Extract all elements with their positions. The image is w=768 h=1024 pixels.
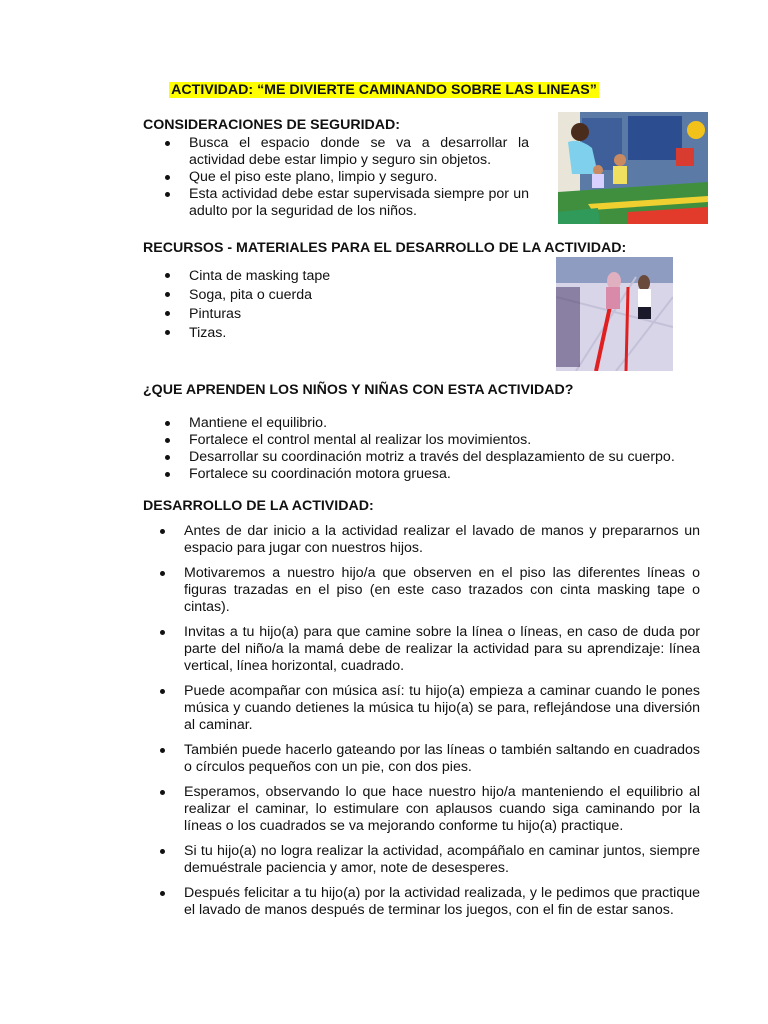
list-item: También puede hacerlo gateando por las líneas o también saltando en cuadrados o círculos pequeños con un pie, con dos pies.	[138, 742, 700, 776]
heading-aprenden: ¿QUE APRENDEN LOS NIÑOS Y NIÑAS CON ESTA ACTIVIDAD?	[143, 382, 574, 398]
list-item: Si tu hijo(a) no logra realizar la actividad, acompáñalo en caminar juntos, siempre demuéstrale paciencia y amor, note de desesperes.	[138, 843, 700, 877]
list-desarrollo	[138, 523, 700, 927]
heading-desarrollo: DESARROLLO DE LA ACTIVIDAD:	[143, 498, 374, 514]
list-item: Después felicitar a tu hijo(a) por la actividad realizada, y le pedimos que practique el lavado de manos después de terminar los juegos, con el fin de estar sanos.	[138, 885, 700, 919]
list-item: Cinta de masking tape	[143, 267, 443, 286]
heading-recursos: RECURSOS - MATERIALES PARA EL DESARROLLO DE LA ACTIVIDAD:	[143, 240, 627, 256]
list-item: Antes de dar inicio a la actividad realizar el lavado de manos y prepararnos un espacio para jugar con nuestros hijos.	[138, 523, 700, 557]
list-item: Soga, pita o cuerda	[143, 286, 443, 305]
photo-children-lines	[556, 257, 673, 371]
list-item: Pinturas	[143, 305, 443, 324]
list-item: Invitas a tu hijo(a) para que camine sobre la línea o líneas, en caso de duda por parte del niño/a la mamá debe de realizar la actividad para su aprendizaje: línea vertical, línea horizontal, cuadrado.	[138, 624, 700, 675]
list-item: Puede acompañar con música así: tu hijo(a) empieza a caminar cuando le pones música y cuando detienes la música tu hijo(a) se para, reflejándose una diversión al caminar.	[138, 683, 700, 734]
title-row	[0, 82, 768, 99]
list-recursos	[143, 267, 443, 343]
list-item: Mantiene el equilibrio.	[143, 415, 733, 432]
page-title: ACTIVIDAD: “ME DIVIERTE CAMINANDO SOBRE LAS LINEAS”	[171, 82, 597, 98]
list-item: Desarrollar su coordinación motriz a través del desplazamiento de su cuerpo.	[143, 449, 733, 466]
list-item: Busca el espacio donde se va a desarrollar la actividad debe estar limpio y seguro sin objetos.	[143, 135, 529, 169]
list-item: Tizas.	[143, 324, 443, 343]
list-item: Fortalece el control mental al realizar los movimientos.	[143, 432, 733, 449]
list-item: Esperamos, observando lo que hace nuestro hijo/a manteniendo el equilibrio al realizar el caminar, lo estimulare con aplausos cuando siga caminando por la líneas o los cuadrados se va mejorando conforme tu hijo(a) practique.	[138, 784, 700, 835]
photo-children-lines-drawing	[556, 257, 673, 371]
list-seguridad	[143, 135, 529, 220]
heading-seguridad: CONSIDERACIONES DE SEGURIDAD:	[143, 117, 400, 133]
list-item: Motivaremos a nuestro hijo/a que observen en el piso las diferentes líneas o figuras trazadas en el piso (en este caso trazados con cinta masking tape o cintas).	[138, 565, 700, 616]
photo-classroom-drawing	[558, 112, 708, 224]
list-item: Que el piso este plano, limpio y seguro.	[143, 169, 529, 186]
list-aprenden	[143, 415, 733, 483]
list-item: Esta actividad debe estar supervisada siempre por un adulto por la seguridad de los niños.	[143, 186, 529, 220]
list-item: Fortalece su coordinación motora gruesa.	[143, 466, 733, 483]
photo-classroom	[558, 112, 708, 224]
